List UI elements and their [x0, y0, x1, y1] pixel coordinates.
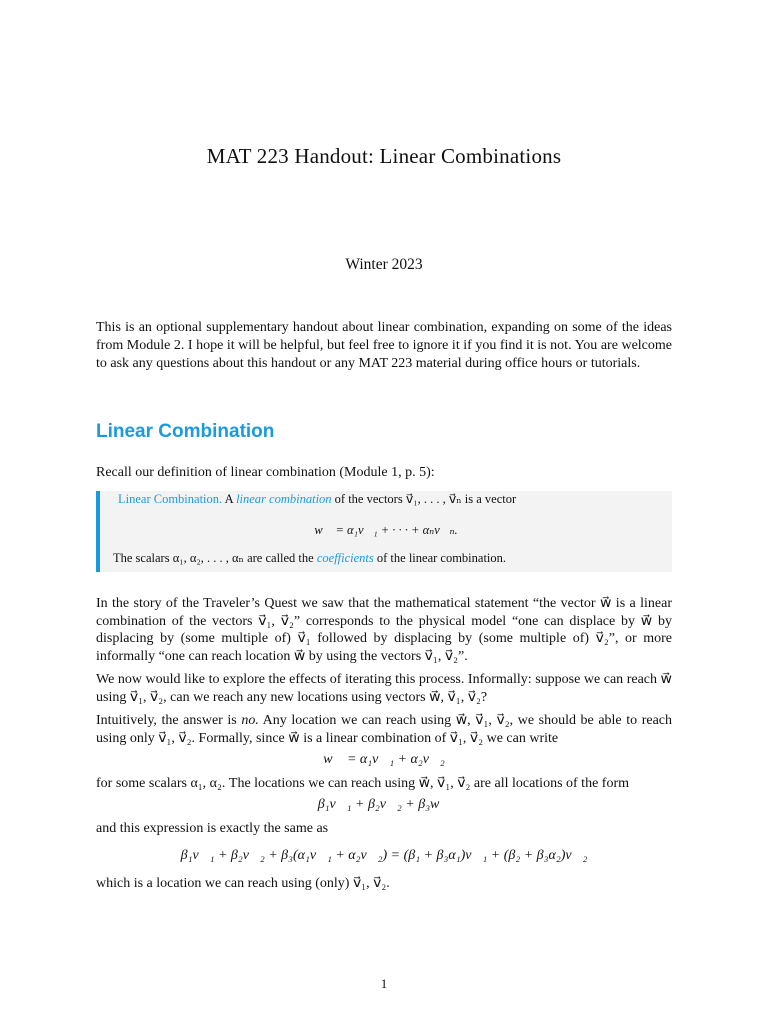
- definition-line: [118, 491, 516, 507]
- equation-locations: β₁v⃗₁ + β₂v⃗₂ + β₃w⃗: [317, 797, 451, 812]
- document-title: MAT 223 Handout: Linear Combinations: [206, 144, 562, 168]
- coefficients-line-end: of the linear combination.: [376, 551, 507, 565]
- paragraph-travelers-quest: In the story of the Traveler’s Quest we saw that the mathematical statement “the vector w⃗ is a linear combination of the vectors v⃗₁, v⃗₂” corresponds to the physical model “one can displace by w⃗ by displacing by (some multiple of) v⃗₁ followed by displacing by (some multiple of) v⃗₂”, or more informally “one can reach location w⃗ by using the vectors v⃗₁, v⃗₂”.: [96, 596, 672, 664]
- intuition-no: no.: [241, 713, 259, 728]
- coefficients-term: coefficients: [316, 551, 374, 565]
- recall-sentence: Recall our definition of linear combination (Module 1, p. 5):: [96, 465, 435, 480]
- intuition-rest: Any location we can reach using w⃗, v⃗₁, v⃗₂, we should be able to reach using only v⃗₁, v⃗₂. Formally, since w⃗ is a linear combination of v⃗₁, v⃗₂ we can write: [96, 713, 672, 746]
- definition-lead: A: [224, 492, 233, 506]
- intro-paragraph: This is an optional supplementary handout about linear combination, expanding on some of the ideas from Module 2. I hope it will be helpful, but feel free to ignore it if you find it is not. You are welcome to ask any questions about this handout or any MAT 223 material during office hours or tutorials.: [96, 320, 672, 371]
- paragraph-scalars: for some scalars α₁, α₂. The locations we can reach using w⃗, v⃗₁, v⃗₂ are all locations of the form: [96, 775, 629, 791]
- page-number: 1: [380, 976, 388, 991]
- body-text: [96, 595, 672, 898]
- definition-line-rest: of the vectors v⃗₁, . . . , v⃗ₙ is a vector: [334, 492, 517, 506]
- document-date: Winter 2023: [345, 256, 423, 273]
- paragraph-iteration: We now would like to explore the effects of iterating this process. Informally: suppose we can reach w⃗ using v⃗₁, v⃗₂, can we reach any new locations using vectors w⃗, v⃗₁, v⃗₂?: [96, 672, 672, 705]
- paragraph-conclusion: which is a location we can reach using (only) v⃗₁, v⃗₂.: [96, 875, 390, 891]
- equation-expansion: β₁v⃗₁ + β₂v⃗₂ + β₃(α₁v⃗₁ + α₂v⃗₂) = (β₁ + β₃α₁)v⃗₁ + (β₂ + β₃α₂)v⃗₂: [180, 848, 588, 863]
- paragraph-same-expression: and this expression is exactly the same as: [96, 820, 329, 836]
- intuition-start: Intuitively, the answer is: [96, 713, 237, 728]
- paragraph-intuition: [96, 712, 672, 747]
- section-heading: Linear Combination: [96, 421, 275, 442]
- equation-w: w⃗ = α₁v⃗₁ + α₂v⃗₂: [323, 752, 445, 767]
- defined-term: linear combination: [236, 492, 332, 506]
- coefficients-line-start: The scalars α₁, α₂, . . . , αₙ are called the: [113, 551, 314, 565]
- definition-equation: w⃗ = α₁v⃗₁ + · · · + αₙv⃗ₙ.: [314, 523, 458, 537]
- definition-box: [96, 491, 672, 572]
- definition-term: Linear Combination.: [118, 492, 223, 506]
- coefficients-line: [113, 550, 506, 566]
